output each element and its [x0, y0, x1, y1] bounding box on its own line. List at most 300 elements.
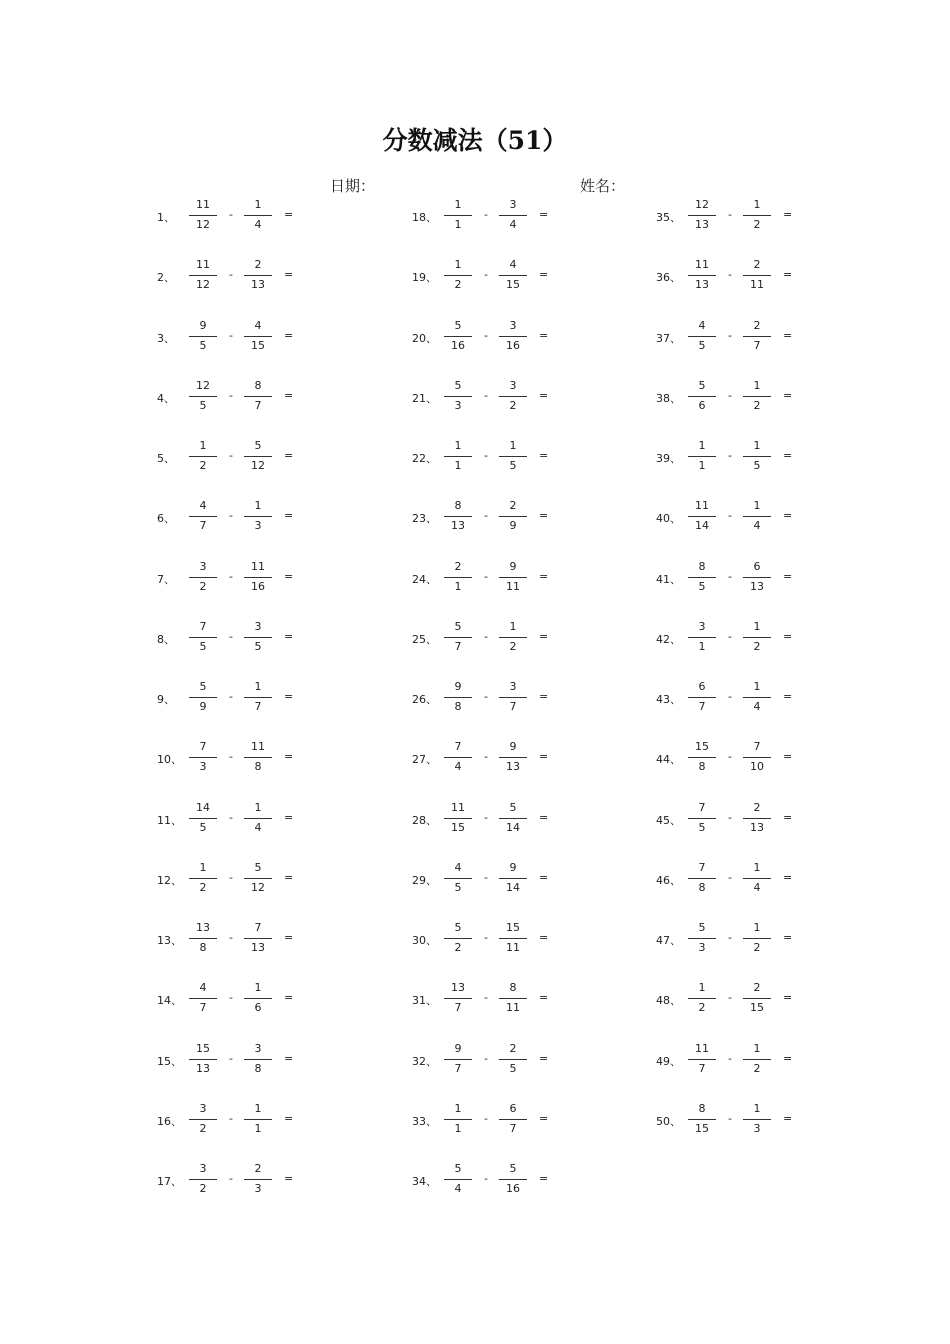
problem-number: 7、: [157, 573, 175, 586]
subtraction-problem: [656, 618, 816, 658]
problem-number: 14、: [157, 994, 182, 1007]
denominator: 5: [509, 1062, 517, 1075]
problem-number: 44、: [656, 753, 681, 766]
equals-sign: =: [539, 991, 549, 1004]
subtrahend-fraction: [498, 799, 528, 839]
problem-number: 15、: [157, 1055, 182, 1068]
subtrahend-fraction: [243, 678, 273, 718]
numerator: 14: [196, 801, 210, 814]
minus-sign: -: [229, 449, 233, 462]
problem-number: 41、: [656, 573, 681, 586]
equals-sign: =: [284, 1112, 294, 1125]
denominator: 13: [451, 519, 465, 532]
equals-sign: =: [783, 690, 793, 703]
problem-number: 12、: [157, 874, 182, 887]
minuend-fraction: [188, 377, 218, 417]
numerator: 5: [454, 1162, 462, 1175]
subtraction-problem: [157, 618, 317, 658]
subtraction-problem: [157, 738, 317, 778]
subtrahend-fraction: [243, 738, 273, 778]
minus-sign: -: [484, 268, 488, 281]
numerator: 3: [199, 1102, 207, 1115]
fraction-bar: [244, 275, 272, 276]
numerator: 5: [698, 921, 706, 934]
fraction-bar: [189, 878, 217, 879]
problem-number: 27、: [412, 753, 437, 766]
subtrahend-fraction: [742, 1100, 772, 1140]
minuend-fraction: [188, 1040, 218, 1080]
fraction-bar: [743, 456, 771, 457]
minus-sign: -: [484, 871, 488, 884]
fraction-bar: [244, 336, 272, 337]
minus-sign: -: [484, 1172, 488, 1185]
equals-sign: =: [783, 871, 793, 884]
equals-sign: =: [783, 329, 793, 342]
minuend-fraction: [188, 1160, 218, 1200]
equals-sign: =: [539, 1052, 549, 1065]
equals-sign: =: [539, 750, 549, 763]
subtrahend-fraction: [742, 317, 772, 357]
minuend-fraction: [188, 437, 218, 477]
numerator: 15: [695, 740, 709, 753]
denominator: 14: [695, 519, 709, 532]
equals-sign: =: [783, 1052, 793, 1065]
minuend-fraction: [188, 799, 218, 839]
subtraction-problem: [412, 859, 572, 899]
problem-number: 10、: [157, 753, 182, 766]
fraction-bar: [743, 516, 771, 517]
equals-sign: =: [539, 268, 549, 281]
minuend-fraction: [188, 979, 218, 1019]
numerator: 7: [454, 740, 462, 753]
equals-sign: =: [783, 449, 793, 462]
equals-sign: =: [284, 1172, 294, 1185]
minuend-fraction: [188, 618, 218, 658]
problem-number: 33、: [412, 1115, 437, 1128]
denominator: 7: [454, 1001, 462, 1014]
problem-number: 36、: [656, 271, 681, 284]
fraction-bar: [499, 818, 527, 819]
denominator: 13: [251, 941, 265, 954]
numerator: 1: [199, 861, 207, 874]
numerator: 1: [454, 439, 462, 452]
numerator: 8: [509, 981, 517, 994]
fraction-bar: [244, 1179, 272, 1180]
equals-sign: =: [284, 570, 294, 583]
subtraction-problem: [656, 497, 816, 537]
denominator: 2: [753, 218, 761, 231]
fraction-bar: [444, 396, 472, 397]
fraction-bar: [499, 336, 527, 337]
denominator: 5: [454, 881, 462, 894]
problem-number: 49、: [656, 1055, 681, 1068]
minuend-fraction: [687, 1100, 717, 1140]
denominator: 3: [753, 1122, 761, 1135]
minus-sign: -: [229, 570, 233, 583]
fraction-bar: [444, 697, 472, 698]
minus-sign: -: [484, 1112, 488, 1125]
problem-number: 16、: [157, 1115, 182, 1128]
minuend-fraction: [443, 497, 473, 537]
numerator: 12: [695, 198, 709, 211]
subtraction-problem: [656, 317, 816, 357]
denominator: 13: [251, 278, 265, 291]
fraction-bar: [688, 215, 716, 216]
numerator: 13: [451, 981, 465, 994]
fraction-bar: [743, 275, 771, 276]
minuend-fraction: [443, 1040, 473, 1080]
denominator: 15: [251, 339, 265, 352]
numerator: 1: [254, 198, 262, 211]
subtrahend-fraction: [243, 979, 273, 1019]
problem-number: 5、: [157, 452, 175, 465]
minus-sign: -: [484, 570, 488, 583]
numerator: 1: [753, 620, 761, 633]
subtrahend-fraction: [742, 437, 772, 477]
subtrahend-fraction: [498, 859, 528, 899]
fraction-bar: [244, 998, 272, 999]
denominator: 8: [254, 1062, 262, 1075]
denominator: 13: [506, 760, 520, 773]
name-label: 姓名：: [580, 177, 626, 195]
numerator: 4: [509, 258, 517, 271]
fraction-bar: [743, 878, 771, 879]
denominator: 2: [199, 1182, 207, 1195]
fraction-bar: [688, 1059, 716, 1060]
minus-sign: -: [229, 690, 233, 703]
fraction-bar: [189, 456, 217, 457]
fraction-bar: [499, 577, 527, 578]
minuend-fraction: [188, 497, 218, 537]
subtraction-problem: [157, 196, 317, 236]
numerator: 3: [698, 620, 706, 633]
equals-sign: =: [284, 509, 294, 522]
denominator: 5: [698, 580, 706, 593]
denominator: 4: [753, 881, 761, 894]
numerator: 11: [451, 801, 465, 814]
numerator: 6: [509, 1102, 517, 1115]
numerator: 3: [254, 1042, 262, 1055]
subtraction-problem: [412, 558, 572, 598]
equals-sign: =: [783, 750, 793, 763]
minus-sign: -: [484, 690, 488, 703]
denominator: 7: [254, 399, 262, 412]
subtrahend-fraction: [243, 859, 273, 899]
minus-sign: -: [728, 389, 732, 402]
minuend-fraction: [443, 799, 473, 839]
numerator: 3: [509, 680, 517, 693]
denominator: 5: [698, 339, 706, 352]
denominator: 2: [753, 1062, 761, 1075]
denominator: 2: [199, 459, 207, 472]
numerator: 8: [254, 379, 262, 392]
denominator: 5: [698, 821, 706, 834]
subtrahend-fraction: [498, 437, 528, 477]
equals-sign: =: [539, 1112, 549, 1125]
equals-sign: =: [539, 630, 549, 643]
minuend-fraction: [443, 256, 473, 296]
minuend-fraction: [188, 196, 218, 236]
numerator: 9: [509, 740, 517, 753]
equals-sign: =: [539, 449, 549, 462]
problem-number: 8、: [157, 633, 175, 646]
equals-sign: =: [783, 931, 793, 944]
minus-sign: -: [229, 871, 233, 884]
problem-number: 13、: [157, 934, 182, 947]
problem-number: 34、: [412, 1175, 437, 1188]
subtrahend-fraction: [742, 979, 772, 1019]
denominator: 15: [750, 1001, 764, 1014]
numerator: 1: [509, 620, 517, 633]
minus-sign: -: [728, 208, 732, 221]
denominator: 7: [698, 700, 706, 713]
denominator: 3: [254, 519, 262, 532]
denominator: 8: [454, 700, 462, 713]
equals-sign: =: [783, 509, 793, 522]
fraction-bar: [743, 637, 771, 638]
problem-number: 24、: [412, 573, 437, 586]
subtraction-problem: [157, 256, 317, 296]
fraction-bar: [189, 938, 217, 939]
fraction-bar: [444, 818, 472, 819]
denominator: 16: [451, 339, 465, 352]
numerator: 1: [254, 1102, 262, 1115]
minuend-fraction: [687, 859, 717, 899]
denominator: 2: [199, 881, 207, 894]
subtrahend-fraction: [498, 1160, 528, 1200]
fraction-bar: [444, 577, 472, 578]
minus-sign: -: [484, 329, 488, 342]
fraction-bar: [189, 516, 217, 517]
minuend-fraction: [687, 799, 717, 839]
numerator: 5: [454, 921, 462, 934]
subtrahend-fraction: [243, 1100, 273, 1140]
subtrahend-fraction: [742, 678, 772, 718]
denominator: 2: [454, 941, 462, 954]
fraction-bar: [189, 396, 217, 397]
numerator: 6: [753, 560, 761, 573]
minuend-fraction: [687, 919, 717, 959]
denominator: 10: [750, 760, 764, 773]
numerator: 1: [254, 981, 262, 994]
numerator: 7: [254, 921, 262, 934]
equals-sign: =: [284, 449, 294, 462]
minuend-fraction: [443, 558, 473, 598]
equals-sign: =: [284, 268, 294, 281]
subtraction-problem: [412, 799, 572, 839]
numerator: 15: [196, 1042, 210, 1055]
numerator: 4: [199, 981, 207, 994]
minuend-fraction: [188, 1100, 218, 1140]
problem-number: 32、: [412, 1055, 437, 1068]
subtrahend-fraction: [243, 1040, 273, 1080]
subtraction-problem: [656, 678, 816, 718]
minus-sign: -: [484, 449, 488, 462]
minuend-fraction: [188, 256, 218, 296]
subtraction-problem: [412, 497, 572, 537]
subtraction-problem: [412, 738, 572, 778]
fraction-bar: [444, 637, 472, 638]
subtraction-problem: [656, 859, 816, 899]
subtraction-problem: [412, 437, 572, 477]
fraction-bar: [189, 1059, 217, 1060]
denominator: 1: [698, 640, 706, 653]
denominator: 1: [454, 1122, 462, 1135]
subtraction-problem: [412, 377, 572, 417]
equals-sign: =: [284, 750, 294, 763]
denominator: 5: [199, 339, 207, 352]
denominator: 2: [753, 399, 761, 412]
minus-sign: -: [728, 750, 732, 763]
fraction-bar: [688, 456, 716, 457]
equals-sign: =: [783, 630, 793, 643]
subtraction-problem: [157, 317, 317, 357]
denominator: 13: [695, 218, 709, 231]
minuend-fraction: [188, 738, 218, 778]
numerator: 5: [509, 1162, 517, 1175]
denominator: 2: [454, 278, 462, 291]
denominator: 4: [753, 519, 761, 532]
fraction-bar: [244, 878, 272, 879]
equals-sign: =: [539, 509, 549, 522]
minus-sign: -: [728, 991, 732, 1004]
equals-sign: =: [783, 208, 793, 221]
minus-sign: -: [728, 449, 732, 462]
minuend-fraction: [443, 859, 473, 899]
fraction-bar: [688, 818, 716, 819]
fraction-bar: [444, 938, 472, 939]
denominator: 14: [506, 881, 520, 894]
equals-sign: =: [284, 931, 294, 944]
fraction-bar: [499, 516, 527, 517]
equals-sign: =: [783, 389, 793, 402]
subtrahend-fraction: [498, 1100, 528, 1140]
denominator: 5: [199, 399, 207, 412]
equals-sign: =: [284, 630, 294, 643]
minuend-fraction: [687, 256, 717, 296]
subtrahend-fraction: [742, 1040, 772, 1080]
subtrahend-fraction: [742, 859, 772, 899]
subtrahend-fraction: [742, 919, 772, 959]
subtrahend-fraction: [243, 799, 273, 839]
problem-number: 39、: [656, 452, 681, 465]
numerator: 1: [254, 680, 262, 693]
minuend-fraction: [687, 196, 717, 236]
subtraction-problem: [656, 738, 816, 778]
denominator: 7: [509, 700, 517, 713]
subtrahend-fraction: [742, 196, 772, 236]
denominator: 14: [506, 821, 520, 834]
denominator: 1: [454, 218, 462, 231]
minus-sign: -: [728, 268, 732, 281]
numerator: 3: [199, 560, 207, 573]
fraction-bar: [688, 275, 716, 276]
numerator: 2: [753, 981, 761, 994]
numerator: 5: [199, 680, 207, 693]
subtraction-problem: [157, 919, 317, 959]
minuend-fraction: [687, 618, 717, 658]
subtraction-problem: [412, 1100, 572, 1140]
minus-sign: -: [728, 1052, 732, 1065]
numerator: 1: [753, 1102, 761, 1115]
numerator: 1: [199, 439, 207, 452]
fraction-bar: [743, 336, 771, 337]
minus-sign: -: [229, 1112, 233, 1125]
numerator: 4: [698, 319, 706, 332]
fraction-bar: [499, 1119, 527, 1120]
denominator: 5: [199, 640, 207, 653]
problem-number: 42、: [656, 633, 681, 646]
fraction-bar: [189, 637, 217, 638]
numerator: 1: [753, 379, 761, 392]
denominator: 7: [199, 1001, 207, 1014]
subtraction-problem: [157, 497, 317, 537]
numerator: 2: [509, 1042, 517, 1055]
denominator: 3: [254, 1182, 262, 1195]
equals-sign: =: [284, 991, 294, 1004]
denominator: 3: [199, 760, 207, 773]
subtrahend-fraction: [498, 196, 528, 236]
subtraction-problem: [157, 979, 317, 1019]
subtraction-problem: [157, 678, 317, 718]
fraction-bar: [244, 456, 272, 457]
minuend-fraction: [687, 437, 717, 477]
subtrahend-fraction: [742, 497, 772, 537]
numerator: 1: [753, 921, 761, 934]
equals-sign: =: [284, 329, 294, 342]
denominator: 3: [698, 941, 706, 954]
minus-sign: -: [728, 329, 732, 342]
minuend-fraction: [188, 678, 218, 718]
subtraction-problem: [412, 618, 572, 658]
fraction-bar: [444, 215, 472, 216]
fraction-bar: [244, 818, 272, 819]
denominator: 15: [451, 821, 465, 834]
minus-sign: -: [728, 509, 732, 522]
equals-sign: =: [284, 1052, 294, 1065]
denominator: 1: [454, 580, 462, 593]
numerator: 11: [251, 560, 265, 573]
equals-sign: =: [539, 931, 549, 944]
numerator: 9: [509, 560, 517, 573]
subtraction-problem: [656, 799, 816, 839]
equals-sign: =: [539, 1172, 549, 1185]
fraction-bar: [499, 757, 527, 758]
minuend-fraction: [443, 377, 473, 417]
fraction-bar: [499, 878, 527, 879]
numerator: 2: [753, 258, 761, 271]
equals-sign: =: [783, 991, 793, 1004]
fraction-bar: [688, 637, 716, 638]
subtrahend-fraction: [498, 256, 528, 296]
fraction-bar: [189, 577, 217, 578]
problem-number: 29、: [412, 874, 437, 887]
equals-sign: =: [539, 871, 549, 884]
denominator: 1: [454, 459, 462, 472]
subtrahend-fraction: [243, 1160, 273, 1200]
numerator: 1: [509, 439, 517, 452]
minus-sign: -: [484, 630, 488, 643]
subtrahend-fraction: [498, 558, 528, 598]
numerator: 3: [199, 1162, 207, 1175]
subtrahend-fraction: [742, 256, 772, 296]
problem-number: 4、: [157, 392, 175, 405]
numerator: 2: [753, 801, 761, 814]
minus-sign: -: [229, 208, 233, 221]
subtraction-problem: [656, 437, 816, 477]
fraction-bar: [743, 998, 771, 999]
denominator: 11: [506, 580, 520, 593]
